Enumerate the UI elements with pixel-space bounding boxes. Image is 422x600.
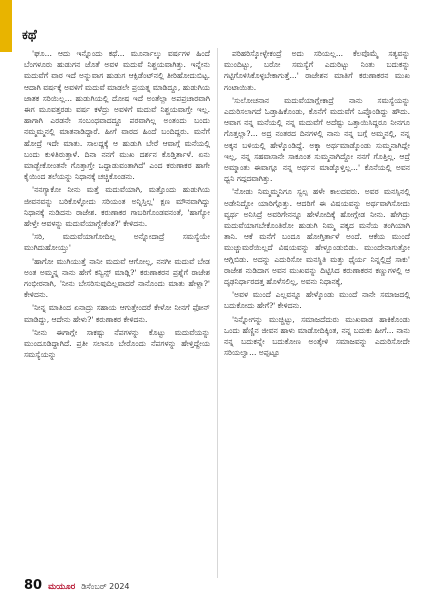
paragraph: 'ನೀನು ಈಗಾಗ್ಲೇ ಸಾಕಷ್ಟು ನೆಪಗಳನ್ನು ಕೊಟ್ಟು ಮದುವೆಯನ್ನು ಮುಂದೂಡಿದ್ದಾಗಿದೆ. ಪ್ರತೀ ಸಲಾನೂ ಬೇರೊಂದು ನೆಪಗಳನ್ನು ಹೇಳ್ತಿದ್ದೇಯ ಸಮಸ್ಯೆಯನ್ನು (24, 327, 210, 360)
paragraph: 'ಸುಲೋಚನಾನ ಮದುವೆಯಾಗ್ಲೇಕಾದ್ರೆ ನಾನು ಸಮಸ್ಯೆಯನ್ನು ಎದುರಿಸಲಾಗದೆ ಓಡ್ತಾಹಿಕೊಂಡು, ಕೊನೆಗೆ ಮದುವೆಗೆ ಒಪ್ಕೊಂಡಿದ್ದು ಹೌದು. ಆವಾಗ ನನ್ನ ಮನೆಯಲ್ಲಿ ನನ್ನ ಮದುವೆಗೆ ಅದೆಷ್ಟು ಒತ್ತಾಯಿಸಿದ್ದರೂ ನೀನಗೂ ಗೊತ್ತಲ್ಲಾ?... ಅದ್ರ ನಂತರದ ದಿನಗಳಲ್ಲಿ ನಾನು ನನ್ನ ಬಗ್ಗೆ ಅಮ್ಮನಲ್ಲಿ, ನನ್ನ ಅಕ್ಕನ ಬಳಿಯಲ್ಲಿ ಹೇಳ್ಕೊಂಡಿದ್ದೆ. ಅಕ್ಕಾ ಅರ್ಥಮಾಡ್ಕೊಂಡು ಸುಮ್ಮನಾಗಿದ್ಲೇ ಇಲ್ಲ, ನನ್ನ ಸಹವಾಸಾನೇ ಸಾಕೂಂತ ಸುಮ್ಮನಾಗಿದ್ದೋ ನನಗೆ ಗೊತ್ತಿಲ್ಲ. ಆದ್ರೆ ಅಮ್ಮಾಂತು ಈವಾಗ್ಲೂ ನನ್ನ ಅರ್ಥನ ಮಾಡ್ಕೊಳ್ತಿಲ್ಲ...' ಕೊನೆಯಲ್ಲಿ ಅವನ ಧ್ವನಿ ಗದ್ಗದವಾಗಿತ್ತು. (224, 95, 410, 184)
page-number: 80 (24, 578, 43, 593)
paragraph: ಪರಿಹರಿಸ್ಕೋಳ್ಳೇಕಂದ್ರೆ ಅದು ಸರಿಯಲ್ಲ... ಕೆಲವೊಮ್ಮೆ ಸತ್ಯವನ್ನು ಮುಂದಿಟ್ಟು, ಬರೋ ಸಮಸ್ಯೆಗೆ ಎದುರಿಟ್ಟು ನಿಂತು ಬದುಕನ್ನು ಗಟ್ಟಿಗೊಳಿಸಿಕೊಳ್ಳಬೇಕಾಗುತ್ತೆ...' ರಾಜೇಶನ ಮಾತಿಗೆ ಕರುಣಾಕರನ ಮುಖ ಗಂಟಾಯಿತು. (224, 49, 410, 92)
section-accent-bar (0, 0, 12, 52)
paragraph: 'ಘೂ... ಆದು ಇನ್ನೊಂದು ಕಥೆ... ಮೂರ್ನಾಲ್ಕು ವರ್ಷಗಳ ಹಿಂದೆ ಬೆಂಗಳೂರು ಹುಡುಗನ ಜೊತೆ ಅವಳ ಮದುವೆ ನಿಶ್ಚಯವಾಗಿತ್ತು. ಇನ್ನೇನು ಮದುವೆಗೆ ವಾರ ಇದೆ ಅನ್ನುವಾಗ ಹುಡುಗ ಆಕ್ಸಿಡೆಂಟ್‌ನಲ್ಲಿ ತೀರಿಹೋದುಬಿಟ್ಟ. ಆದಾಗಿ ವರ್ಷಕ್ಕೆ ಅವಳಿಗೆ ಮದುವೆ ಮಾಡಲೇ ಪ್ರಯತ್ನ ಮಾಡಿದ್ದೂ, ಹುಡುಗಿಯ ಜಾತಕ ಸರಿಯಿಲ್ಲ... ಹುಡುಗಿಯಲ್ಲಿ ದೋಷ ಇದೆ ಅಂತೆಲ್ಲಾ ಅಪಪ್ರಚಾರವಾಗಿ ಈಗ ಮೂವತ್ತರಡು ವರ್ಷ ಕಳೆದ್ರು ಅವಳಿಗೆ ಮದುವೆ ನಿಶ್ಚಯವಾಗ್ತೇ ಇಲ್ಲ. ಹಾಗಾಗಿ ಎರಡನೇ ಸಂಬಂಧವಾದದ್ದೂ ಪರವಾಗಿಲ್ಲ ಅಂತಂದು ಬಂದು ನಮ್ಮಮ್ಮನಲ್ಲಿ ಮಾತನಾಡಿದ್ದಾರೆ. ಹೀಗೆ ವಾರದ ಹಿಂದೆ ಬಂದಿದ್ದರು. ಮನೆಗೆ ಹೋದ್ರೆ ಇದೇ ಮಾತು. ಸಾಲದ್ದಕ್ಕೆ ಆ ಹುಡುಗಿ ಬೇರೆ ಆವಾಗ್ಗೆ ಮನೆಯಲ್ಲಿ ಬಂದು ಕುಳಿತಿರುತ್ತಾಳೆ. ದಿನಾ ನನಗೆ ಮುಖ ದರ್ಶನ ಕೊಡ್ತಿರ್ತಾಳೆ. ಏನು ಮಾಡ್ಬೇಕೋಂತನೇ ಗೊತ್ತಾಗ್ತೇ ಒದ್ದಾಡುವಂತಾಗಿದೆ' ಎಂದ ಕರುಣಾಕರ ಹಾಗೇ ಕೈಯಿಂದ ತಲೆಯನ್ನು ನಿಧಾನಕ್ಕೆ ಚಚ್ಚಿಕೊಂಡನು. (24, 49, 210, 182)
page-footer (24, 578, 324, 596)
paragraph: 'ನೋಡು ನಿಮ್ಮಮ್ಮನಿಗೂ ಸ್ವಲ್ಪ ಹಳೇ ಕಾಲದವರು. ಅವರ ಮನಸ್ಸಿನಲ್ಲಿ ಅಡೇನಿದ್ದೋ ಯಾರಿಗ್ಗೊತ್ತು. ಆದರಿಗೆ ಈ ವಿಷಯವನ್ನು ಅರ್ಥವಾಗಿಸೋದು ವ್ಯರ್ಥ ಅನಿಸಿದ್ರೆ ಅವರಿಗೇನನ್ನೂ ಹೇಳೋದಿಕ್ಕೆ ಹೋಗ್ಲೇಡ ನೀನು. ಹೇಗಿದ್ರು ಮದುವೆಯಾಗಬೇಕೊಂತಿರೋ ಹುಡುಗಿ ನಿಮ್ಮ ಪಕ್ಕದ ಮನೆಯ ತಂಗಿಯಾಗಿ ತಾನಿ. ಆಕೆ ಮನೆಗೆ ಬಂದೂ ಹೋಗ್ತಿರ್ತಾಳೆ ಅಂದೆ. ಆಕೆಯ ಮುಂದೆ ಮುಚ್ಚುಮರೆಯಿಲ್ಲದೆ ವಿಷಯವನ್ನು ಹೇಳ್ಬೂಂಡುಬಿಡು. ಮುಂದೇನಾಗುತ್ತೋ ಆಗ್ಲಿಬಿಡು. ಅದನ್ನು ಎದುರಿಸೋ ಮನಸ್ಥಿತಿ ಮತ್ತು ಧೈರ್ಯ ನಿನ್ನಲ್ಲಿದ್ರೆ ಸಾಕು' ರಾಜೇಶ ನುಡಿದಾಗ ಅವನ ಮುಖವನ್ನು ದಿಟ್ಟಿಸಿದ ಕರುಣಾಕರನ ಕಣ್ಣುಗಳಲ್ಲಿ ಆ ದೃಢನಿರ್ಧಾರದತ್ತ ಹೊಳೆಸಲಿಲ್ಲ, ಅವನು ನಿಧಾನಕ್ಕೆ, (224, 187, 410, 287)
paragraph: 'ಅವಳ ಮುಂದೆ ಎಲ್ಲವನ್ನೂ ಹೇಳ್ಕೊಂಡು ಮುಂದೆ ನಾನೇ ಸಮಾಜದಲ್ಲಿ ಬದುಕೋದು ಹೇಗೆ?' ಕೇಳಿದನು. (224, 290, 410, 311)
column-divider (217, 48, 218, 578)
paragraph: 'ನಿನ್ನೋಗನ್ನು ಮುಚ್ಚಿಟ್ಟು, ಸಮಾಜದೆದುರು ಮುಖವಾಡ ಹಾಕಿಕೊಂಡು ಒಂದು ಹೆಣ್ಣಿನ ಜೀವನ ಹಾಳು ಮಾಡೋದಿಕ್ಕಿಂತ, ನನ್ನ ಬದುಕು ಹೀಗೆ... ನಾನು ನನ್ನ ಬದುಕನ್ನೇ ಬದುಕೋಣ ಅಂತ್ಕೇಳಿ ಸಮಾಜವನ್ನು ಎದುರಿಸೋದೇ ಸರಿಯಲ್ವಾ... ಅಪ್ಪಟ್ಟೂ (224, 314, 410, 358)
paragraph: 'ಸರಿ, ಮದುವೆಯಾಗೋದಿಲ್ಲ ಅನ್ನೋದಾದ್ರೆ ಸಮಸ್ಯೆಯೇ ಮುಗಿದುಹೋಯ್ತು' (24, 232, 210, 253)
paragraph: 'ನನಗ್ಯಾಕೋ ನೀನು ಮತ್ತೆ ಮದುವೆಯಾಗಿ, ಮತ್ತೊಂದು ಹುಡುಗಿಯ ಜೀವನವನ್ನು ಬರಿಕೊಳ್ಳೋದು ಸರಿಯಂತ ಅನ್ನಿಸ್ತಿಲ್ಲ' ಕ್ಷಣ ಮೌನವಾಗಿದ್ದು ನಿಧಾನಕ್ಕೆ ನುಡಿದನು ರಾಜೇಶ. ಕರುಣಾಕರ ಗಾಬರಿಗೊಂಡವನಂತೆ, 'ಹಾಗ್ಯೋ ಹೇಳ್ತೇ ಆವಳನ್ನು ಮದುವೆಯಾಗ್ಬೇಕೆಂತ?' ಕೇಳಿದನು. (24, 185, 210, 229)
page-header (0, 0, 422, 52)
article-body (24, 48, 410, 578)
article-column-right (224, 48, 410, 578)
section-title: ಕಥೆ (22, 28, 37, 43)
paragraph: 'ಹಾಗೋ ಮುಗಿಯುತ್ತೆ ನಾನೀ ಮದುವೆ ಆಗೋಲ್ಲ, ನನಗೀ ಮದುವೆ ಬೇಡ ಅಂತ ಅಮ್ಮನ್ನ ನಾನು ಹೇಗೆ ಕನ್ವಿನ್ಸ್ ಮಾಡ್ಲಿ?' ಕರುಣಾಕರನ ಪ್ರಶ್ನೆಗೆ ರಾಜೇಶ ಗಂಭೀರನಾಗಿ, 'ನೀನು ಬೇಸರಿಸುವುದಿಲ್ಲವಾದರೆ ನಾನೊಂದು ಮಾತು ಹೇಳ್ಲಾ?' ಕೇಳಿದನು. (24, 256, 210, 300)
paragraph: 'ನೀನ್ನ ಮಾತಿಂದ ಏನಾದ್ರು ಸಹಾಯ ಆಗುತ್ತೇಂದರೆ ಕೇಳೋ ನೀನಗೆ ಫೋನ್ ಮಾಡಿದ್ದು, ಆದೇನು ಹೇಳು?' ಕರುಣಾಕರ ಕೇಳಿದನು. (24, 303, 210, 324)
magazine-name: ಮಯೂರ (48, 582, 76, 592)
issue-date: ಡಿಸೆಂಬರ್ 2024 (81, 582, 130, 591)
article-column-left (24, 48, 210, 578)
